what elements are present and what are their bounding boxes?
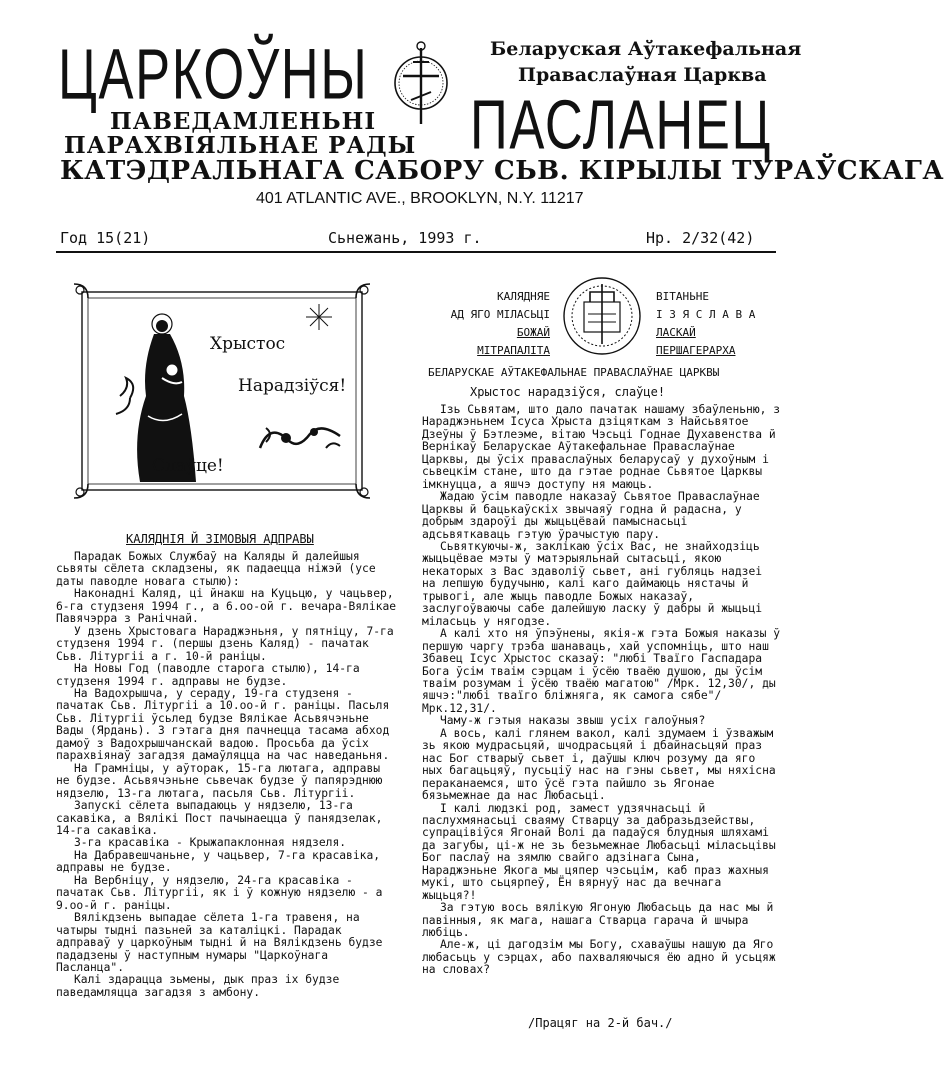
right-paragraph: Чаму-ж гэтыя наказы звыш усіх галоўныя?: [440, 714, 706, 728]
right-paragraph: А вось, калі глянем вакол, калі здумаем і ўзважым зь якою мудрасьцяй, шчодрасьцяй і дбайнасьцяй праз нас Бог стварыў сьвет і, даўшы ключ розуму да яго ных багацьцяў, пусьціў нас на гэны сьвет, мы няхісна пераканаемся, што ўсё гэта пайшло зь Ягонае бязьмежнае да нас Любасьці.: [422, 726, 776, 803]
left-paragraph: Запускі сёлета выпадаюць у нядзелю, 13-га сакавіка, а Вялікі Пост пачынаецца ў панядзелак, 14-га сакавіка.: [56, 799, 383, 837]
star-icon: [306, 304, 332, 330]
greeting-left: [420, 288, 550, 360]
issue-year: Год 15(21): [60, 229, 151, 247]
masthead-cathedral: КАТЭДРАЛЬНАГА САБОРУ СЬВ. КІРЫЛЫ ТУРАЎСКАГА: [60, 156, 944, 186]
masthead-subtitle-line2: ПАРАХВІЯЛЬНАЕ РАДЫ: [64, 132, 417, 159]
left-paragraph: Вялікдзень выпадае сёлета 1-га травеня, на чатыры тыдні пазьней за каталіцкі. Парадак адправаў у царкоўным тыдні й на Вялікдзень будзе пададзены ў наступным нумары "Царкоўнага Пасланца".: [56, 911, 383, 974]
christmas-card: [72, 282, 372, 500]
greeting-left-line: КАЛЯДНЯЕ: [497, 290, 550, 303]
right-paragraph: І калі людзкі род, замест удзячнасьці й паслухмянасьці сваяму Стварцу за дабразьдзействы, супрацівіўся Ягонай Волі да падаўся блудныя шляхамі да загубы, ці-ж не зь безьмежнае Любасьці міласьцівы Бог паслаў на зямлю свайго адзінага Сына, Нараджэньне Якога мы цяпер чэсьцім, каб праз жахныя мукі, што сьцярпеў, Ён вярнуў нас да вечнага жыцьця?!: [422, 801, 776, 902]
left-paragraph: На Дабравешчаньне, у чацьвер, 7-га красавіка, адправы не будзе.: [56, 848, 381, 875]
right-paragraph: А калі хто ня ўпэўнены, якія-ж гэта Божыя наказы ў першую чаргу трэба шанаваць, хай успомніць, што наш Збавец Ісус Хрыстос сказаў: "любі Тваїго Гаспадара Бога ўсім тваім сэрцам і ўсёю тваёю душою, ды ўсім тваім розумам і ўсёю тваёю магатою" /Мрк. 12,30/, ды яшчэ:"любі тваїго бліжняга, як самога сябе"/Мрк.12,31/.: [422, 627, 781, 715]
left-paragraph: На Вербніцу, у нядзелю, 24-га красавіка - пачатак Сьв. Літургіі, як і ў кожную нядзелю - а 9.оо-й г. раніцы.: [56, 873, 383, 912]
right-paragraph: Сьвяткуючы-ж, заклікаю ўсіх Вас, не знайходзіць жыцьцёвае мэты ў матэрыяльнай сытасьці, якою некаторых з Вас здаволіў сьвет, ані губляць надзеі на лепшую будучыню, калі каго даймаюць нястачы й трывогі, але жыць паводле Божых наказаў, заслугоўваючы сабе далейшую ласку ў дабры й жыцьці міласьць у нягодзе.: [422, 539, 763, 628]
greeting-church: БЕЛАРУСКАЕ АЎТАКЕФАЛЬНАЕ ПРАВАСЛАЎНАЕ ЦАРКВЫ: [428, 366, 720, 379]
left-paragraph: Калі здарацца зьмены, дык праз іх будзе паведамляцца загадзя з амбону.: [56, 973, 340, 999]
greeting-right-line: І З Я С Л А В А: [656, 308, 756, 321]
floral-ornament-icon: [256, 418, 346, 458]
masthead-title-right: ПАСЛАНЕЦ: [470, 85, 773, 164]
masthead-church-line1: Беларуская Аўтакефальная: [490, 38, 802, 60]
greeting-right-line: ВІТАНЬНЕ: [656, 290, 709, 303]
left-paragraph: На Грамніцы, у аўторак, 15-га лютага, адправы не будзе. Асьвячэньне сьвечак будзе ў папярэднюю нядзелю, 13-га лютага, пасьля Сьв. Літургіі.: [56, 761, 383, 800]
right-paragraph: Але-ж, ці дагодзім мы Богу, схаваўшы нашую да Яго любасьць у сэрцах, або пахваляючыся ёю адно й усьцяж на словах?: [422, 938, 776, 977]
left-heading: КАЛЯДНІЯ Й ЗІМОВЫЯ АДПРАВЫ: [126, 532, 314, 546]
right-column: [422, 404, 782, 977]
issue-rule: [56, 251, 776, 253]
issue-number: Нр. 2/32(42): [646, 229, 755, 247]
left-column: [56, 551, 398, 999]
card-line2: Нарадзіўся!: [238, 376, 347, 396]
masthead-church-line2: Праваслаўная Царква: [518, 64, 767, 86]
right-paragraph: За гэтую вось вялікую Ягоную Любасьць да нас мы й павінныя, як мага, нашага Стварца гарача й шчыра любіць.: [422, 901, 774, 940]
left-paragraph: На Новы Год (паводле старога стылю), 14-га студзеня 1994 г. адправы не будзе.: [56, 662, 360, 688]
greeting-left-line: БОЖАЙ: [516, 326, 550, 339]
right-paragraph: Жадаю ўсім паводле наказаў Сьвятое Праваслаўнае Царквы й бацькаўскіх звычаяў годна й радасна, у добрым здароўі ды жыцьцёвай памыснасьці адсьвяткаваць гэтую ўрачыстую пару.: [422, 490, 760, 541]
left-paragraph: У дзень Хрыстовага Нараджэньня, у пятніцу, 7-га студзеня 1994 г. (першы дзень Каляд) - пачатак Сьв. Літургіі а г. 10-й раніцы.: [56, 624, 394, 663]
greeting-right-line: ЛАСКАЙ: [656, 326, 696, 339]
left-paragraph: Парадак Божых Службаў на Каляды й далейшыя сьвяты сёлета складзены, як падаецца ніжэй (усе даты паводле новага стылю):: [56, 550, 376, 588]
metropolitan-seal-icon: [560, 274, 644, 358]
greeting-right-line: ПЕРШАГЕРАРХА: [656, 344, 736, 357]
greeting-left-line: АД ЯГО МІЛАСЬЦІ: [450, 308, 550, 321]
right-paragraph: Ізь Сьвятам, што дало пачатак нашаму збаўленьню, з Нараджэньнем Ісуса Хрыста дзіцяткам з Найсьвятое Дзеўны ў Бэтлеэме, вітаю Чэсьці Годнае Духавенства й Вернікаў Беларускае Аўтакефальнае Праваслаўнае Царквы, ды ўсіх праваслаўных беларусаў у духоўным і сьвецкім стане, што да гэтае роднае Сьвятое Царквы імкнуцца, а яшчэ доступу ня маюць.: [422, 403, 781, 491]
continued-note: /Працяг на 2-й бач./: [528, 1016, 673, 1030]
greeting-title: Хрыстос нарадзіўся, слаўце!: [470, 385, 666, 399]
greeting-right: [656, 288, 786, 360]
issue-date: Сьнежань, 1993 г.: [328, 229, 482, 247]
masthead-title-left: ЦАРКОЎНЫ: [58, 33, 369, 115]
left-paragraph: Наконадні Каляд, ці йнакш на Куцьцю, у чацьвер, 6-га студзеня 1994 г., а 6.оо-ой г. вечара-Вялікае Павячэрра з Ранічнай.: [56, 587, 397, 626]
greeting-left-line: МІТРАПАЛІТА: [477, 344, 550, 357]
masthead-address: 401 ATLANTIC AVE., BROOKLYN, N.Y. 11217: [256, 190, 584, 207]
card-line3: Слаўце!: [152, 456, 224, 476]
masthead-subtitle-line1: ПАВЕДАМЛЕНЬНІ: [110, 108, 377, 135]
orthodox-cross-icon: [386, 38, 456, 128]
left-paragraph: 3-га красавіка - Крыжапаклонная нядзеля.: [74, 836, 347, 850]
left-paragraph: На Вадохрышча, у сераду, 19-га студзеня - пачатак Сьв. Літургіі а 10.оо-й г. раніцы. Пасьля Сьв. Літургіі ўсьлед будзе Вялікае Асьвячэньне Вады (Ярдань). З гэтага дня пачнецца тасама абход дамоў з Вадохрышчанскай вадою. Просьба да ўсіх парахвіянаў загадзя дамаўляцца на час наведаньня.: [56, 686, 390, 763]
card-line1: Хрыстос: [210, 334, 286, 354]
